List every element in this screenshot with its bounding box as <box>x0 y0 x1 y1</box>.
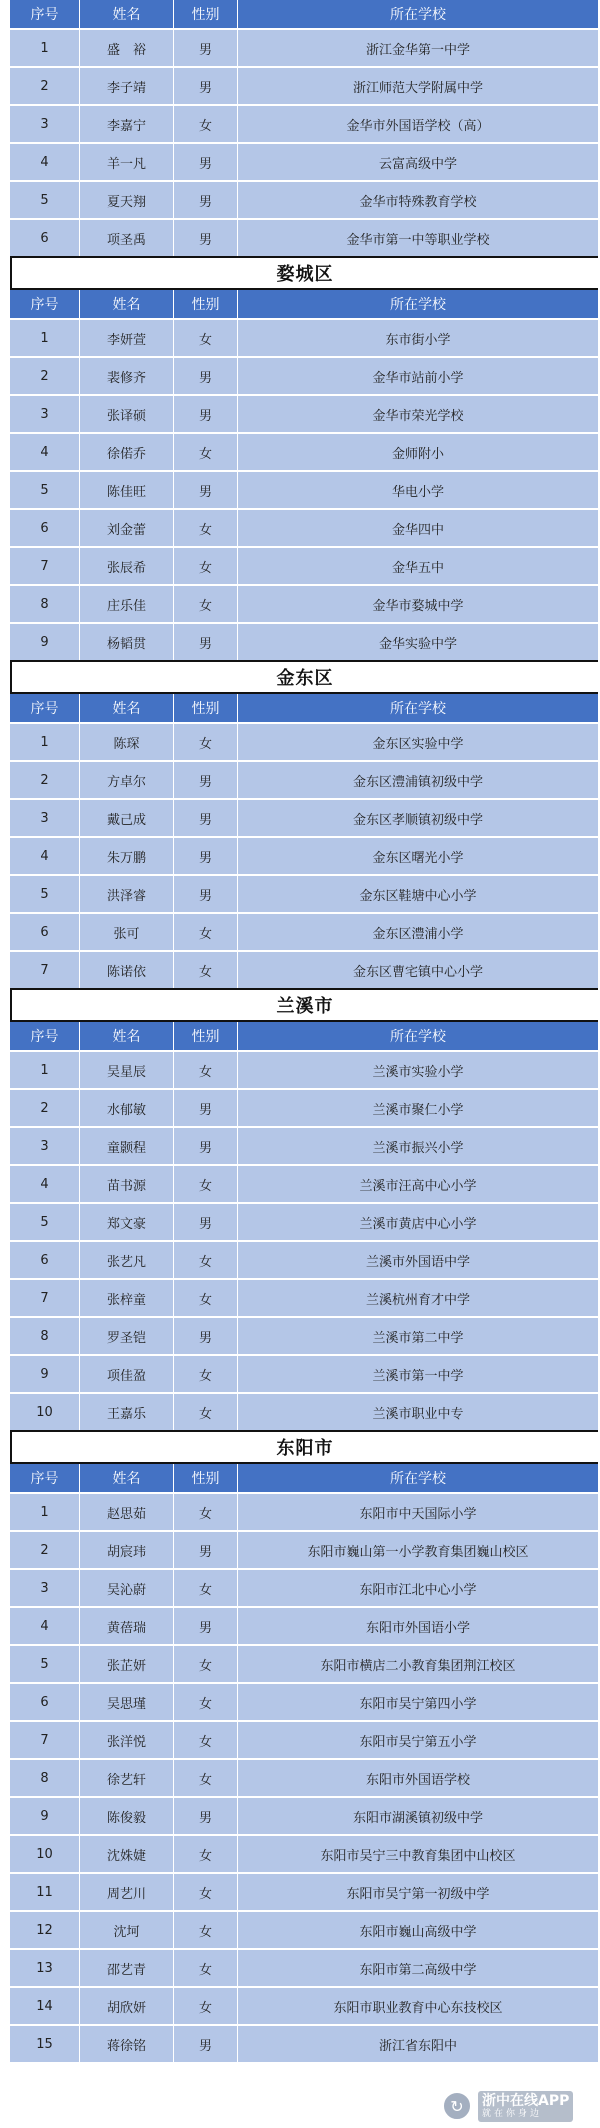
column-header-name: 姓名 <box>80 290 174 318</box>
school-cell: 金华市站前小学 <box>372 370 464 386</box>
seq-cell: 7 <box>10 1722 80 1758</box>
column-header-seq: 序号 <box>10 1464 80 1492</box>
seq-cell: 9 <box>10 624 80 660</box>
name-cell: 陈琛 <box>80 724 174 760</box>
seq-cell: 15 <box>10 2026 80 2062</box>
school-cell: 金东区曙光小学 <box>372 850 464 866</box>
school-cell: 东阳市吴宁三中教育集团中山校区 <box>320 1848 516 1864</box>
column-header-seq: 序号 <box>10 694 80 722</box>
table-row <box>10 432 598 470</box>
table-row <box>10 722 598 760</box>
school-cell: 兰溪市外国语中学 <box>365 1254 470 1270</box>
seq-cell: 7 <box>10 548 80 584</box>
name-cell: 陈佳旺 <box>80 472 174 508</box>
column-header-school: 所在学校 <box>390 7 446 23</box>
gender-cell: 女 <box>174 1836 238 1872</box>
school-cell: 金东区孝顺镇初级中学 <box>352 812 483 828</box>
seq-cell: 13 <box>10 1950 80 1986</box>
name-cell: 羊一凡 <box>80 144 174 180</box>
gender-cell: 男 <box>174 1798 238 1834</box>
school-cell: 金东区澧浦小学 <box>372 926 464 942</box>
gender-cell: 男 <box>174 1318 238 1354</box>
gender-cell: 男 <box>174 144 238 180</box>
name-cell: 邵艺青 <box>80 1950 174 1986</box>
seq-cell: 7 <box>10 1280 80 1316</box>
gender-cell: 男 <box>174 358 238 394</box>
column-header-school: 所在学校 <box>390 1029 446 1045</box>
gender-cell: 女 <box>174 1052 238 1088</box>
gender-cell: 男 <box>174 1204 238 1240</box>
gender-cell: 女 <box>174 434 238 470</box>
seq-cell: 9 <box>10 1798 80 1834</box>
table-row <box>10 1050 598 1088</box>
name-cell: 项佳盈 <box>80 1356 174 1392</box>
name-cell: 徐偌乔 <box>80 434 174 470</box>
name-cell: 蒋徐铭 <box>80 2026 174 2062</box>
school-cell: 兰溪市聚仁小学 <box>372 1102 464 1118</box>
school-cell: 东阳市吴宁第四小学 <box>359 1696 477 1712</box>
gender-cell: 男 <box>174 876 238 912</box>
name-cell: 夏天翔 <box>80 182 174 218</box>
school-cell: 东阳市中天国际小学 <box>359 1506 477 1522</box>
seq-cell: 1 <box>10 320 80 356</box>
school-cell: 东阳市巍山第一小学教育集团巍山校区 <box>307 1544 529 1560</box>
table-header-row <box>10 1022 598 1050</box>
gender-cell: 男 <box>174 800 238 836</box>
seq-cell: 3 <box>10 1570 80 1606</box>
gender-cell: 男 <box>174 396 238 432</box>
school-cell: 东阳市横店二小教育集团荆江校区 <box>320 1658 516 1674</box>
table-row <box>10 394 598 432</box>
column-header-name: 姓名 <box>80 694 174 722</box>
table-row <box>10 950 598 988</box>
name-cell: 张芷妍 <box>80 1646 174 1682</box>
table-row <box>10 1948 598 1986</box>
school-cell: 浙江师范大学附属中学 <box>352 80 483 96</box>
gender-cell: 男 <box>174 472 238 508</box>
table-row <box>10 912 598 950</box>
district-title: 兰溪市 <box>10 988 598 1022</box>
school-cell: 兰溪杭州育才中学 <box>365 1292 470 1308</box>
table-row <box>10 28 598 66</box>
table-header-row <box>10 290 598 318</box>
name-cell: 沈坷 <box>80 1912 174 1948</box>
seq-cell: 5 <box>10 182 80 218</box>
name-cell: 陈俊毅 <box>80 1798 174 1834</box>
seq-cell: 5 <box>10 1204 80 1240</box>
table-row <box>10 1758 598 1796</box>
name-cell: 水郁敏 <box>80 1090 174 1126</box>
school-cell: 东阳市外国语学校 <box>365 1772 470 1788</box>
column-header-school: 所在学校 <box>390 1471 446 1487</box>
gender-cell: 女 <box>174 1988 238 2024</box>
school-cell: 浙江省东阳中 <box>378 2038 457 2054</box>
table-row <box>10 104 598 142</box>
name-cell: 陈诺依 <box>80 952 174 988</box>
table-row <box>10 622 598 660</box>
table-row <box>10 1568 598 1606</box>
seq-cell: 11 <box>10 1874 80 1910</box>
table-row <box>10 1202 598 1240</box>
school-cell: 金华市外国语学校（高） <box>346 118 490 134</box>
table-row <box>10 2024 598 2062</box>
gender-cell: 女 <box>174 1760 238 1796</box>
seq-cell: 5 <box>10 472 80 508</box>
table-header-row <box>10 0 598 28</box>
column-header-gender: 性别 <box>174 0 238 28</box>
table-row <box>10 798 598 836</box>
gender-cell: 女 <box>174 724 238 760</box>
seq-cell: 2 <box>10 358 80 394</box>
watermark-text <box>478 2091 573 2122</box>
gender-cell: 女 <box>174 1394 238 1430</box>
name-cell: 项圣禹 <box>80 220 174 256</box>
gender-cell: 女 <box>174 1684 238 1720</box>
table-row <box>10 318 598 356</box>
seq-cell: 6 <box>10 1684 80 1720</box>
seq-cell: 6 <box>10 220 80 256</box>
school-cell: 兰溪市第二中学 <box>372 1330 464 1346</box>
name-cell: 周艺川 <box>80 1874 174 1910</box>
seq-cell: 6 <box>10 1242 80 1278</box>
table-row <box>10 760 598 798</box>
school-cell: 云富高级中学 <box>378 156 457 172</box>
seq-cell: 1 <box>10 1052 80 1088</box>
name-cell: 李嘉宁 <box>80 106 174 142</box>
name-cell: 方卓尔 <box>80 762 174 798</box>
table-row <box>10 1644 598 1682</box>
name-cell: 童颢程 <box>80 1128 174 1164</box>
gender-cell: 女 <box>174 1912 238 1948</box>
name-cell: 朱万鹏 <box>80 838 174 874</box>
table-row <box>10 1530 598 1568</box>
gender-cell: 女 <box>174 1950 238 1986</box>
district-title: 婺城区 <box>10 256 598 290</box>
seq-cell: 1 <box>10 1494 80 1530</box>
school-cell: 金华实验中学 <box>378 636 457 652</box>
name-cell: 张艺凡 <box>80 1242 174 1278</box>
gender-cell: 男 <box>174 1128 238 1164</box>
seq-cell: 3 <box>10 800 80 836</box>
gender-cell: 女 <box>174 1874 238 1910</box>
gender-cell: 女 <box>174 1280 238 1316</box>
column-header-gender: 性别 <box>174 1022 238 1050</box>
school-cell: 东阳市吴宁第五小学 <box>359 1734 477 1750</box>
column-header-school: 所在学校 <box>390 701 446 717</box>
column-header-seq: 序号 <box>10 0 80 28</box>
school-cell: 兰溪市黄店中心小学 <box>359 1216 477 1232</box>
seq-cell: 3 <box>10 1128 80 1164</box>
table-row <box>10 836 598 874</box>
name-cell: 李妍萱 <box>80 320 174 356</box>
app-watermark <box>442 2088 598 2124</box>
seq-cell: 9 <box>10 1356 80 1392</box>
school-cell: 兰溪市振兴小学 <box>372 1140 464 1156</box>
school-cell: 东阳市吴宁第一初级中学 <box>346 1886 490 1902</box>
gender-cell: 男 <box>174 2026 238 2062</box>
seq-cell: 8 <box>10 1318 80 1354</box>
school-cell: 华电小学 <box>391 484 444 500</box>
name-cell: 张梓童 <box>80 1280 174 1316</box>
table-row <box>10 1088 598 1126</box>
gender-cell: 女 <box>174 1494 238 1530</box>
school-cell: 金东区曹宅镇中心小学 <box>352 964 483 980</box>
table-row <box>10 356 598 394</box>
name-cell: 吴沁蔚 <box>80 1570 174 1606</box>
column-header-gender: 性别 <box>174 694 238 722</box>
table-row <box>10 142 598 180</box>
school-cell: 金华市荣光学校 <box>372 408 464 424</box>
school-cell: 东阳市湖溪镇初级中学 <box>352 1810 483 1826</box>
gender-cell: 女 <box>174 1166 238 1202</box>
table-row <box>10 1240 598 1278</box>
seq-cell: 2 <box>10 762 80 798</box>
seq-cell: 7 <box>10 952 80 988</box>
gender-cell: 女 <box>174 1722 238 1758</box>
school-cell: 金华四中 <box>391 522 444 538</box>
school-cell: 金华市第一中等职业学校 <box>346 232 490 248</box>
school-cell: 东阳市外国语小学 <box>365 1620 470 1636</box>
seq-cell: 6 <box>10 510 80 546</box>
seq-cell: 4 <box>10 1608 80 1644</box>
gender-cell: 男 <box>174 1090 238 1126</box>
column-header-seq: 序号 <box>10 1022 80 1050</box>
watermark-main: 浙中在线APP <box>482 2092 570 2109</box>
seq-cell: 10 <box>10 1394 80 1430</box>
gender-cell: 男 <box>174 624 238 660</box>
column-header-seq: 序号 <box>10 290 80 318</box>
table-row <box>10 218 598 256</box>
school-cell: 东阳市第二高级中学 <box>359 1962 477 1978</box>
gender-cell: 女 <box>174 1356 238 1392</box>
gender-cell: 男 <box>174 30 238 66</box>
name-cell: 胡宸玮 <box>80 1532 174 1568</box>
table-row <box>10 1354 598 1392</box>
name-cell: 庄乐佳 <box>80 586 174 622</box>
seq-cell: 3 <box>10 106 80 142</box>
gender-cell: 女 <box>174 914 238 950</box>
school-cell: 浙江金华第一中学 <box>365 42 470 58</box>
school-cell: 东阳市江北中心小学 <box>359 1582 477 1598</box>
table-row <box>10 1796 598 1834</box>
gender-cell: 男 <box>174 1532 238 1568</box>
name-cell: 张可 <box>80 914 174 950</box>
table-row <box>10 1164 598 1202</box>
name-cell: 张译硕 <box>80 396 174 432</box>
column-header-school: 所在学校 <box>390 297 446 313</box>
school-cell: 东市街小学 <box>385 332 451 348</box>
school-cell: 金东区实验中学 <box>372 736 464 752</box>
table-row <box>10 1834 598 1872</box>
seq-cell: 1 <box>10 724 80 760</box>
name-cell: 黄蓓瑞 <box>80 1608 174 1644</box>
table-row <box>10 1986 598 2024</box>
school-cell: 兰溪市汪高中心小学 <box>359 1178 477 1194</box>
seq-cell: 6 <box>10 914 80 950</box>
school-cell: 兰溪市实验小学 <box>372 1064 464 1080</box>
school-cell: 金东区澧浦镇初级中学 <box>352 774 483 790</box>
table-row <box>10 508 598 546</box>
school-cell: 兰溪市第一中学 <box>372 1368 464 1384</box>
school-cell: 兰溪市职业中专 <box>372 1406 464 1422</box>
school-cell: 金东区鞋塘中心小学 <box>359 888 477 904</box>
name-cell: 吴思瑾 <box>80 1684 174 1720</box>
name-cell: 戴己成 <box>80 800 174 836</box>
seq-cell: 14 <box>10 1988 80 2024</box>
gender-cell: 女 <box>174 586 238 622</box>
name-cell: 赵思茹 <box>80 1494 174 1530</box>
column-header-name: 姓名 <box>80 1022 174 1050</box>
name-cell: 苗书源 <box>80 1166 174 1202</box>
table-row <box>10 1720 598 1758</box>
table-row <box>10 1606 598 1644</box>
name-cell: 刘金蕾 <box>80 510 174 546</box>
name-cell: 盛 裕 <box>80 30 174 66</box>
name-cell: 李子靖 <box>80 68 174 104</box>
table-row <box>10 1278 598 1316</box>
table-row <box>10 1910 598 1948</box>
gender-cell: 男 <box>174 182 238 218</box>
table-row <box>10 1872 598 1910</box>
name-cell: 罗圣铠 <box>80 1318 174 1354</box>
seq-cell: 1 <box>10 30 80 66</box>
table-row <box>10 1492 598 1530</box>
seq-cell: 2 <box>10 68 80 104</box>
name-cell: 洪泽睿 <box>80 876 174 912</box>
name-cell: 徐艺轩 <box>80 1760 174 1796</box>
seq-cell: 4 <box>10 144 80 180</box>
school-cell: 东阳市巍山高级中学 <box>359 1924 477 1940</box>
name-cell: 杨韬贯 <box>80 624 174 660</box>
table-row <box>10 546 598 584</box>
column-header-name: 姓名 <box>80 0 174 28</box>
name-cell: 张洋悦 <box>80 1722 174 1758</box>
name-cell: 胡欣妍 <box>80 1988 174 2024</box>
gender-cell: 男 <box>174 762 238 798</box>
gender-cell: 女 <box>174 548 238 584</box>
seq-cell: 2 <box>10 1090 80 1126</box>
school-cell: 金师附小 <box>391 446 444 462</box>
seq-cell: 5 <box>10 876 80 912</box>
table-header-row <box>10 1464 598 1492</box>
name-cell: 吴星辰 <box>80 1052 174 1088</box>
table-row <box>10 1392 598 1430</box>
table-header-row <box>10 694 598 722</box>
seq-cell: 4 <box>10 434 80 470</box>
gender-cell: 男 <box>174 68 238 104</box>
gender-cell: 女 <box>174 1570 238 1606</box>
gender-cell: 女 <box>174 320 238 356</box>
gender-cell: 男 <box>174 1608 238 1644</box>
name-cell: 沈姝婕 <box>80 1836 174 1872</box>
name-cell: 裴修齐 <box>80 358 174 394</box>
seq-cell: 8 <box>10 586 80 622</box>
district-title: 金东区 <box>10 660 598 694</box>
table-row <box>10 66 598 104</box>
seq-cell: 5 <box>10 1646 80 1682</box>
seq-cell: 10 <box>10 1836 80 1872</box>
seq-cell: 2 <box>10 1532 80 1568</box>
name-cell: 郑文豪 <box>80 1204 174 1240</box>
gender-cell: 男 <box>174 838 238 874</box>
seq-cell: 12 <box>10 1912 80 1948</box>
school-cell: 东阳市职业教育中心东技校区 <box>333 2000 503 2016</box>
seq-cell: 3 <box>10 396 80 432</box>
table-row <box>10 584 598 622</box>
swirl-logo-icon: ↻ <box>442 2091 472 2121</box>
seq-cell: 4 <box>10 838 80 874</box>
name-cell: 张辰希 <box>80 548 174 584</box>
gender-cell: 女 <box>174 952 238 988</box>
table-row <box>10 1126 598 1164</box>
school-cell: 金华五中 <box>391 560 444 576</box>
gender-cell: 女 <box>174 510 238 546</box>
column-header-gender: 性别 <box>174 1464 238 1492</box>
table-row <box>10 1682 598 1720</box>
seq-cell: 8 <box>10 1760 80 1796</box>
gender-cell: 男 <box>174 220 238 256</box>
table-row <box>10 470 598 508</box>
school-cell: 金华市特殊教育学校 <box>359 194 477 210</box>
table-row <box>10 180 598 218</box>
table-row <box>10 1316 598 1354</box>
column-header-name: 姓名 <box>80 1464 174 1492</box>
gender-cell: 女 <box>174 1242 238 1278</box>
district-title: 东阳市 <box>10 1430 598 1464</box>
table-row <box>10 874 598 912</box>
gender-cell: 女 <box>174 106 238 142</box>
school-cell: 金华市婺城中学 <box>372 598 464 614</box>
watermark-sub: 就在你身边 <box>482 2108 543 2119</box>
column-header-gender: 性别 <box>174 290 238 318</box>
name-cell: 王嘉乐 <box>80 1394 174 1430</box>
gender-cell: 女 <box>174 1646 238 1682</box>
seq-cell: 4 <box>10 1166 80 1202</box>
